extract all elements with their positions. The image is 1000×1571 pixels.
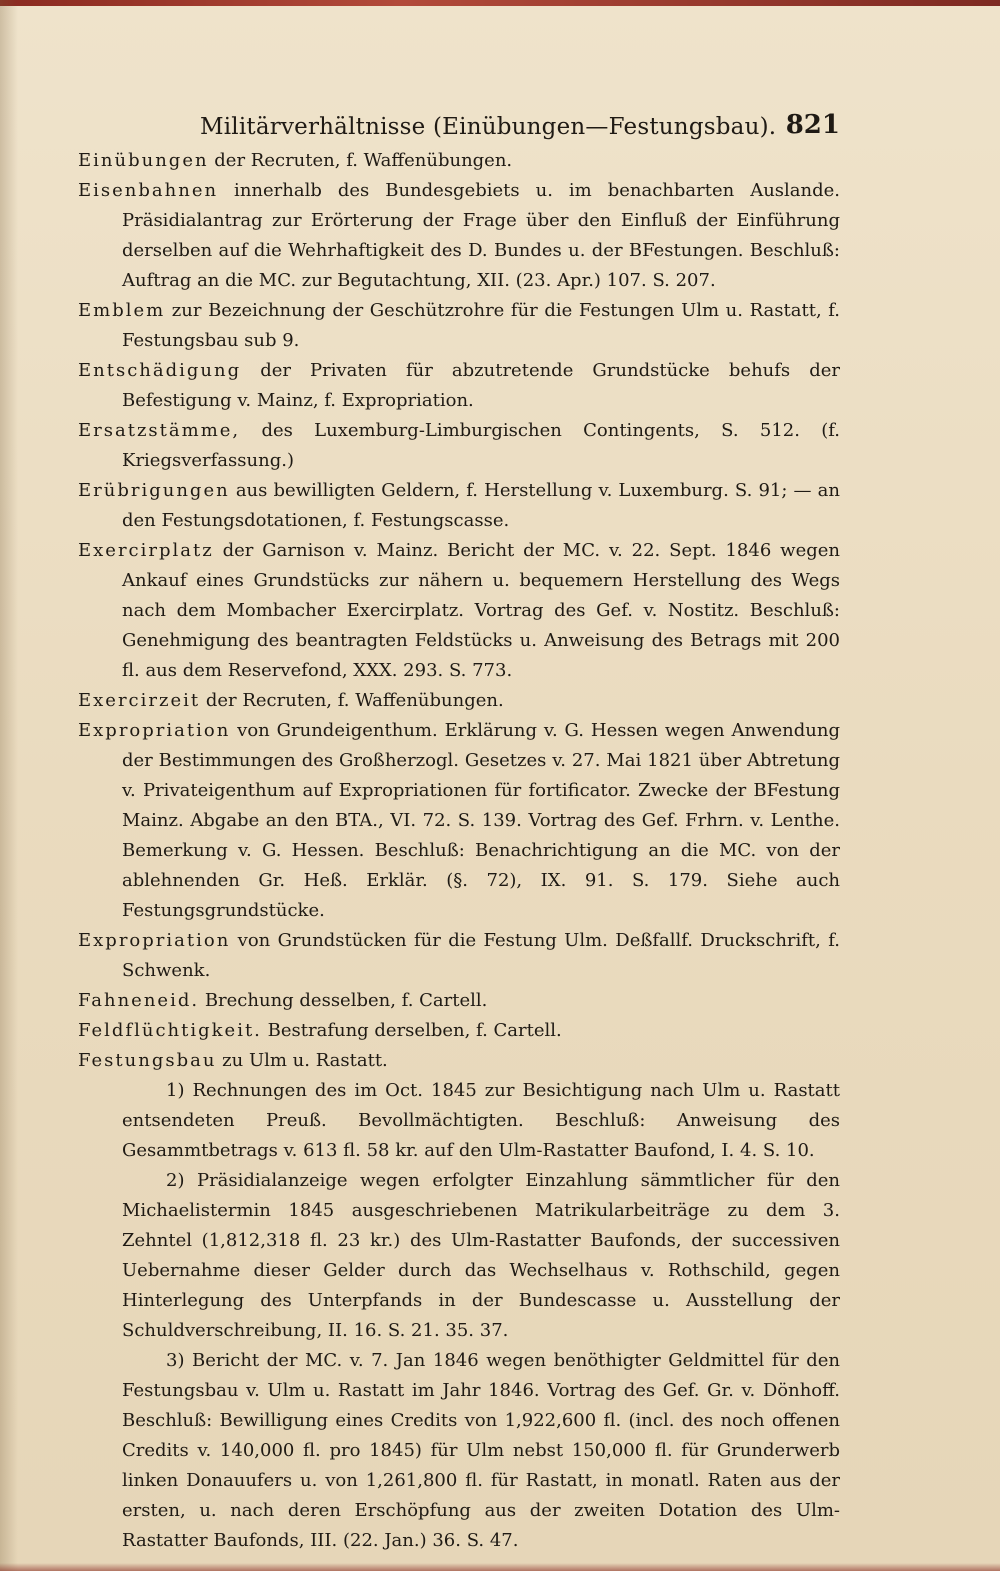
index-entry [78, 986, 840, 1016]
page-bottom-edge [0, 1563, 1000, 1571]
entry-text: zur Bezeichnung der Geschützrohre für die Festungen Ulm u. Rastatt, f. Festungsbau sub 9. [122, 300, 840, 351]
entry-keyword: Expropriation [78, 720, 231, 741]
page-header [200, 108, 840, 148]
entry-text: von Grundeigenthum. Erklärung v. G. Hessen wegen Anwendung der Bestimmungen des Großherzogl. Gesetzes v. 27. Mai 1821 über Abtretung v. Privateigenthum auf Expropriationen für fortificator. Zwecke der BFestung Mainz. Abgabe an den BTA., VI. 72. S. 139. Vortrag des Gef. Frhrn. v. Lenthe. Bemerkung v. G. Hessen. Beschluß: Benachrichtigung an die MC. von der ablehnenden Gr. Heß. Erklär. (§. 72), IX. 91. S. 179. Siehe auch Festungsgrundstücke. [122, 720, 840, 921]
index-entry [78, 926, 840, 986]
entry-keyword: Exercirzeit [78, 690, 201, 711]
entry-text: des Luxemburg-Limburgischen Contingents, S. 512. (f. Kriegsverfassung.) [122, 420, 840, 471]
page-top-edge [0, 0, 1000, 6]
entry-keyword: Ersatzstämme, [78, 420, 241, 441]
entry-text: der Recruten, f. Waffenübungen. [208, 150, 513, 171]
entry-keyword: Emblem [78, 300, 166, 321]
entry-keyword: Feldflüchtigkeit. [78, 1020, 262, 1041]
index-entry [78, 476, 840, 536]
index-entry [78, 146, 840, 176]
index-entry [78, 686, 840, 716]
entry-text: von Grundstücken für die Festung Ulm. Deßfallf. Druckschrift, f. Schwenk. [122, 930, 840, 981]
index-entry [78, 296, 840, 356]
entry-keyword: Erübrigungen [78, 480, 230, 501]
page-number: 821 [785, 110, 840, 140]
entry-keyword: Eisenbahnen [78, 180, 219, 201]
index-entry [78, 1046, 840, 1076]
index-subentry: 2) Präsidialanzeige wegen erfolgter Einzahlung sämmtlicher für den Michaelistermin 1845 ausgeschriebenen Matrikularbeiträge zu dem 3. Zehntel (1,812,318 fl. 23 kr.) des Ulm-Rastatter Baufonds, der successiven Uebernahme dieser Gelder durch das Wechselhaus v. Rothschild, gegen Hinterlegung des Unterpfands in der Bundescasse u. Ausstellung der Schuldverschreibung, II. 16. S. 21. 35. 37. [122, 1170, 840, 1341]
entry-text: der Garnison v. Mainz. Bericht der MC. v. 22. Sept. 1846 wegen Ankauf eines Grundstücks zur nähern u. bequemern Herstellung des Wegs nach dem Mombacher Exercirplatz. Vortrag des Gef. v. Nostitz. Beschluß: Genehmigung des beantragten Feldstücks u. Anweisung des Betrags mit 200 fl. aus dem Reservefond, XXX. 293. S. 773. [122, 540, 840, 681]
entry-keyword: Einübungen [78, 150, 209, 171]
entry-keyword: Festungsbau [78, 1050, 217, 1071]
entry-text: der Recruten, f. Waffenübungen. [200, 690, 504, 711]
index-entry [78, 356, 840, 416]
index-entry [78, 416, 840, 476]
entry-text: Bestrafung derselben, f. Cartell. [261, 1020, 562, 1041]
entry-keyword: Exercirplatz [78, 540, 214, 561]
entry-keyword: Fahneneid. [78, 990, 200, 1011]
index-entry [78, 536, 840, 686]
index-entry [78, 1016, 840, 1046]
entry-text: der Privaten für abzutretende Grundstücke behufs der Befestigung v. Mainz, f. Expropriation. [122, 360, 840, 411]
entry-text: zu Ulm u. Rastatt. [216, 1050, 388, 1071]
running-title: Militärverhältnisse (Einübungen—Festungsbau). [200, 114, 777, 140]
index-subentry: 3) Bericht der MC. v. 7. Jan 1846 wegen benöthigter Geldmittel für den Festungsbau v. Ulm u. Rastatt im Jahr 1846. Vortrag des Gef. Gr. v. Dönhoff. Beschluß: Bewilligung eines Credits von 1,922,600 fl. (incl. des noch offenen Credits v. 140,000 fl. pro 1845) für Ulm nebst 150,000 fl. für Grunderwerb linken Donauufers u. von 1,261,800 fl. für Rastatt, in monatl. Raten aus der ersten, u. nach deren Erschöpfung aus der zweiten Dotation des Ulm-Rastatter Baufonds, III. (22. Jan.) 36. S. 47. [122, 1350, 840, 1551]
index-subentry: 1) Rechnungen des im Oct. 1845 zur Besichtigung nach Ulm u. Rastatt entsendeten Preuß. Bevollmächtigten. Beschluß: Anweisung des Gesammtbetrags v. 613 fl. 58 kr. auf den Ulm-Rastatter Baufond, I. 4. S. 10. [122, 1080, 840, 1161]
index-entry [78, 716, 840, 926]
index-entry [78, 176, 840, 296]
index-content [78, 146, 840, 1556]
entry-text: Brechung desselben, f. Cartell. [199, 990, 488, 1011]
binding-shadow [0, 0, 18, 1571]
entry-keyword: Expropriation [78, 930, 231, 951]
entry-text: innerhalb des Bundesgebiets u. im benachbarten Auslande. Präsidialantrag zur Erörterung der Frage über den Einfluß der Einführung derselben auf die Wehrhaftigkeit des D. Bundes u. der BFestungen. Beschluß: Auftrag an die MC. zur Begutachtung, XII. (23. Apr.) 107. S. 207. [122, 180, 840, 291]
entry-keyword: Entschädigung [78, 360, 242, 381]
entry-text: aus bewilligten Geldern, f. Herstellung v. Luxemburg. S. 91; — an den Festungsdotationen, f. Festungscasse. [122, 480, 840, 531]
